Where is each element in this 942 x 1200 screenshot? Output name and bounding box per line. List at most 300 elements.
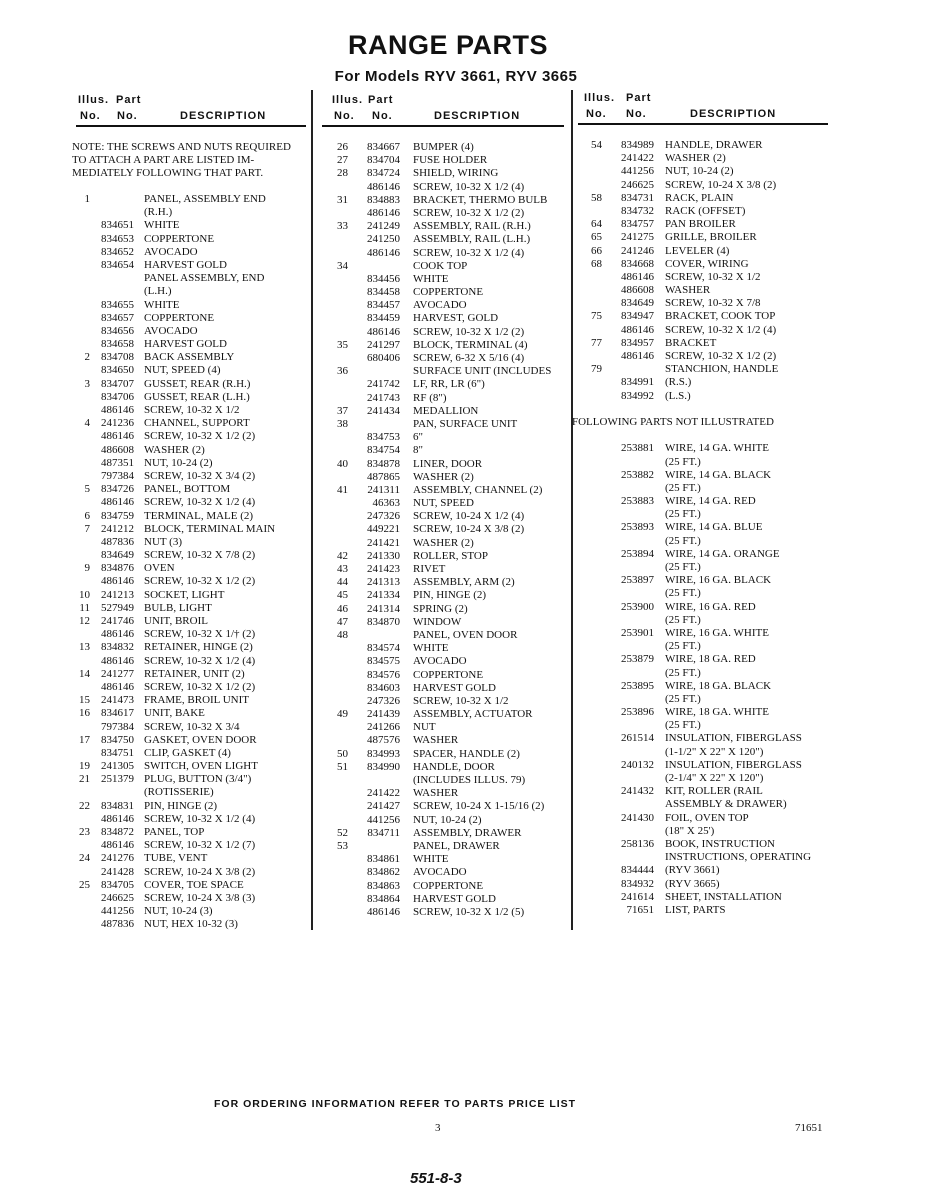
part-number: 834667	[367, 141, 400, 153]
part-description: CLIP, GASKET (4)	[144, 746, 231, 759]
illus-number: 21	[79, 773, 90, 786]
part-number: 486146	[101, 575, 134, 588]
part-description: (25 FT.)	[665, 534, 701, 547]
list-number: 71651	[795, 1122, 823, 1134]
part-number: 527949	[101, 601, 134, 614]
table-row	[578, 495, 780, 508]
illus-number: 33	[337, 220, 348, 233]
part-description: ASSEMBLY, ACTUATOR	[413, 708, 533, 721]
part-number: 241614	[621, 890, 654, 903]
header-part: Part	[626, 92, 652, 104]
part-number: 241746	[101, 615, 134, 627]
part-description: BRACKET, THERMO BULB	[413, 193, 548, 206]
part-description: WIRE, 18 GA. RED	[665, 653, 756, 666]
part-description: RACK, PLAIN	[665, 191, 734, 204]
table-row	[578, 310, 780, 323]
parts-column-1	[70, 92, 310, 931]
part-number: 834724	[367, 167, 400, 180]
illus-number: 68	[591, 257, 602, 270]
part-number: 834708	[101, 351, 134, 364]
part-description: SCREW, 10-32 X 1/2 (2)	[413, 206, 525, 219]
part-description: SCREW, 10-32 X 1/2 (5)	[413, 905, 525, 918]
part-number: 486146	[101, 628, 134, 641]
illus-number: 16	[79, 707, 90, 720]
part-description: WHITE	[413, 642, 449, 655]
part-description: COPPERTONE	[144, 311, 215, 324]
illus-number: 17	[79, 733, 90, 746]
part-description: AVOCADO	[413, 299, 467, 312]
table-row	[578, 258, 780, 271]
part-number: 834576	[367, 668, 400, 681]
part-number: 247326	[367, 694, 400, 707]
part-description: (25 FT.)	[665, 666, 701, 679]
part-description: BUMPER (4)	[413, 141, 474, 153]
part-description: WASHER (2)	[413, 470, 474, 483]
part-description: HANDLE, DOOR	[413, 760, 495, 773]
part-number: 834654	[101, 258, 134, 271]
part-description: PLUG, BUTTON (3/4")	[144, 773, 252, 786]
part-number: 253900	[621, 600, 654, 613]
part-description: OVEN	[144, 562, 175, 575]
header-rule	[322, 125, 564, 127]
part-number: 241297	[367, 338, 400, 351]
illus-number: 65	[591, 231, 602, 244]
illus-number: 5	[84, 483, 90, 496]
part-number: 797384	[101, 720, 134, 733]
illus-number: 54	[591, 139, 602, 151]
header-description: DESCRIPTION	[690, 108, 777, 120]
illus-number: 26	[337, 141, 348, 153]
illus-number: 22	[79, 799, 90, 812]
part-description: PANEL, OVEN DOOR	[413, 628, 518, 641]
illus-number: 25	[79, 878, 90, 891]
part-number: 834883	[367, 193, 400, 206]
part-number: 253879	[621, 653, 654, 666]
table-row	[578, 587, 780, 600]
part-description: TUBE, VENT	[144, 852, 208, 865]
part-description: ASSEMBLY, RAIL (R.H.)	[413, 220, 531, 233]
part-description: PIN, HINGE (2)	[413, 589, 487, 602]
part-number: 834458	[367, 286, 400, 299]
table-row	[578, 891, 780, 904]
part-description: PANEL, ASSEMBLY END	[144, 193, 266, 205]
part-description: (25 FT.)	[665, 481, 701, 494]
part-number: 834990	[367, 760, 400, 773]
parts-list	[572, 139, 812, 917]
part-description: 6"	[413, 431, 423, 444]
part-description: SCREW, 10-24 X 1-15/16 (2)	[413, 800, 545, 813]
part-description: ASSEMBLY, DRAWER	[413, 826, 522, 839]
part-description: SCREW, 10-32 X 1/2 (7)	[144, 839, 256, 852]
part-number: 241421	[367, 536, 400, 549]
illus-number: 10	[79, 588, 90, 601]
table-row	[578, 667, 780, 680]
part-description: (25 FT.)	[665, 561, 701, 573]
part-number: 486146	[367, 325, 400, 338]
table-row	[578, 271, 780, 284]
part-description: LINER, DOOR	[413, 457, 483, 470]
part-description: NUT, SPEED (4)	[144, 364, 221, 377]
header-illus: Illus.	[332, 94, 364, 106]
part-number: 441256	[621, 165, 654, 178]
part-number: 487865	[367, 470, 400, 483]
part-number: 834862	[367, 866, 400, 879]
part-number: 241330	[367, 549, 400, 562]
illus-number: 47	[337, 615, 348, 628]
part-number: 241430	[621, 811, 654, 824]
table-row	[578, 640, 780, 653]
illus-number: 45	[337, 589, 348, 602]
table-row	[578, 429, 780, 442]
part-description: LIST, PARTS	[665, 903, 726, 916]
part-description: SCREW, 10-32 X 3/4	[144, 720, 240, 733]
part-number: 486146	[101, 404, 134, 416]
part-number: 246625	[101, 891, 134, 904]
part-description: WIRE, 14 GA. ORANGE	[665, 547, 780, 560]
part-description: WASHER	[665, 284, 711, 297]
part-description: UNIT, BAKE	[144, 707, 205, 720]
part-number: 241334	[367, 589, 400, 602]
part-description: PAN BROILER	[665, 218, 736, 231]
part-number: 486146	[101, 654, 134, 667]
part-number: 486146	[367, 180, 400, 193]
part-description: FOIL, OVEN TOP	[665, 811, 749, 824]
table-row	[578, 390, 780, 403]
part-number: 834957	[621, 336, 654, 349]
table-row	[578, 838, 780, 851]
part-number: 834753	[367, 431, 400, 444]
part-number: 241743	[367, 391, 400, 404]
part-number: 241313	[367, 576, 400, 589]
part-number: 241422	[621, 152, 654, 165]
part-description: COPPERTONE	[413, 879, 484, 892]
part-description: SCREW, 10-32 X 1/2 (2)	[665, 350, 777, 362]
part-description: SCREW, 10-32 X 1/2 (2)	[144, 680, 256, 693]
part-description: CHANNEL, SUPPORT	[144, 417, 250, 430]
header-part: Part	[368, 94, 394, 106]
part-description: GRILLE, BROILER	[665, 231, 757, 244]
part-description: 8"	[413, 444, 423, 457]
illus-number: 34	[337, 259, 348, 272]
illus-number: 52	[337, 826, 348, 839]
part-number: 253883	[621, 495, 654, 508]
part-description: SCREW, 6-32 X 5/16 (4)	[413, 352, 525, 364]
part-description: SHIELD, WIRING	[413, 167, 499, 180]
part-number: 261514	[621, 732, 654, 745]
illus-number: 44	[337, 576, 348, 589]
part-description: PANEL, DRAWER	[413, 839, 500, 852]
illus-number: 24	[79, 852, 90, 865]
part-number: 246625	[621, 178, 654, 191]
parts-column-2	[318, 92, 568, 918]
illus-number: 36	[337, 365, 348, 378]
part-description: COPPERTONE	[144, 232, 215, 245]
part-description: SCREW, 10-32 X 1/† (2)	[144, 628, 256, 641]
part-description: NUT, HEX 10-32 (3)	[144, 918, 238, 931]
part-description: SHEET, INSTALLATION	[665, 890, 782, 903]
illus-number: 11	[79, 601, 90, 614]
part-number: 486146	[101, 430, 134, 443]
table-row	[578, 798, 787, 811]
part-description: SCREW, 10-32 X 1/2 (4)	[413, 180, 525, 193]
part-description: (RYV 3665)	[665, 877, 720, 890]
table-row	[578, 350, 780, 363]
illus-number: 43	[337, 563, 348, 575]
part-description: SCREW, 10-24 X 3/8 (2)	[665, 178, 777, 191]
part-description: BRACKET, COOK TOP	[665, 310, 776, 323]
part-description: COVER, WIRING	[665, 257, 749, 270]
part-number: 834457	[367, 299, 400, 312]
part-number: 241423	[367, 563, 400, 575]
part-number: 251379	[101, 773, 134, 786]
part-number: 834759	[101, 509, 134, 522]
part-description: SCREW, 10-32 X 1/2	[413, 694, 509, 707]
part-number: 486146	[367, 905, 400, 918]
table-row	[578, 482, 780, 495]
header-illus-no: No.	[586, 108, 607, 120]
part-number: 253893	[621, 521, 654, 534]
illus-number: 35	[337, 338, 348, 351]
table-row	[578, 442, 780, 455]
table-row	[578, 601, 780, 614]
illus-number: 15	[79, 694, 90, 707]
part-number: 241277	[101, 667, 134, 680]
illus-number: 6	[84, 509, 90, 522]
part-description: NUT (3)	[144, 535, 182, 548]
table-row	[578, 192, 780, 205]
header-rule	[578, 123, 828, 125]
part-number: 487351	[101, 456, 134, 469]
part-description: RETAINER, UNIT (2)	[144, 667, 245, 680]
part-description: PIN, HINGE (2)	[144, 799, 218, 812]
header-description: DESCRIPTION	[434, 110, 521, 122]
part-number: 241473	[101, 694, 134, 707]
part-description: COOK TOP	[413, 259, 468, 272]
part-description: (L.S.)	[665, 389, 691, 402]
part-number: 253881	[621, 442, 654, 455]
part-description: WHITE	[144, 219, 180, 232]
table-row	[578, 785, 780, 798]
part-number: 241422	[367, 787, 400, 800]
part-description: INSULATION, FIBERGLASS	[665, 732, 802, 745]
part-description: ASSEMBLY, CHANNEL (2)	[413, 483, 543, 496]
part-description: HANDLE, DRAWER	[665, 139, 763, 151]
header-part-no: No.	[117, 110, 138, 122]
part-description: SCREW, 10-32 X 1/2 (2)	[144, 575, 256, 588]
part-description: (1-1/2" X 22" X 120")	[665, 745, 764, 758]
illus-number: 79	[591, 363, 602, 376]
part-description: WHITE	[413, 853, 449, 866]
part-description: WINDOW	[413, 615, 462, 628]
part-number: 241427	[367, 800, 400, 813]
part-number: 834711	[367, 826, 400, 839]
part-description: GUSSET, REAR (R.H.)	[144, 377, 251, 390]
part-number: 834751	[101, 746, 134, 759]
illus-number: 31	[337, 193, 348, 206]
note-line: NOTE: THE SCREWS AND NUTS REQUIRED	[72, 141, 291, 153]
table-row	[578, 152, 780, 165]
part-description: SCREW, 10-32 X 7/8 (2)	[144, 549, 256, 562]
part-number: 834832	[101, 641, 134, 654]
part-description: AVOCADO	[413, 866, 467, 879]
part-number: 486146	[101, 812, 134, 825]
part-number: 486146	[367, 246, 400, 259]
table-row	[578, 758, 802, 772]
part-description: HARVEST GOLD	[144, 258, 227, 271]
part-description: SURFACE UNIT (INCLUDES	[413, 365, 552, 378]
illus-number: 4	[84, 417, 90, 430]
part-number: 449221	[367, 523, 400, 536]
column-divider	[311, 90, 313, 930]
note-line: MEDIATELY FOLLOWING THAT PART.	[72, 167, 264, 180]
table-row	[578, 376, 780, 389]
part-number: 834932	[621, 877, 654, 890]
part-description: PANEL, BOTTOM	[144, 483, 231, 496]
column-header	[70, 92, 310, 128]
page-subtitle: For Models RYV 3661, RYV 3665	[334, 68, 578, 85]
part-description: RETAINER, HINGE (2)	[144, 641, 253, 654]
part-description: WHITE	[413, 272, 449, 285]
illus-number: 13	[79, 641, 90, 654]
table-row	[578, 521, 780, 534]
part-description: RF (8")	[413, 391, 447, 404]
table-row	[578, 403, 780, 416]
illus-number: 23	[79, 826, 90, 838]
illus-number: 64	[591, 218, 602, 231]
part-number: 46363	[372, 497, 400, 510]
part-number: 834658	[101, 338, 134, 351]
part-number: 241428	[101, 865, 134, 878]
part-number: 834731	[621, 191, 654, 204]
illus-number: 37	[337, 404, 348, 417]
part-description: (R.S.)	[665, 376, 692, 389]
part-number: 834704	[367, 154, 400, 167]
part-number: 834574	[367, 642, 400, 655]
part-number: 834878	[367, 457, 400, 470]
part-description: NUT, 10-24 (2)	[665, 165, 734, 178]
part-description: (RYV 3661)	[665, 864, 720, 877]
table-row	[578, 231, 780, 244]
part-description: (25 FT.)	[665, 692, 701, 705]
part-number: 241439	[367, 708, 400, 721]
table-row	[578, 627, 780, 640]
part-description: (25 FT.)	[665, 508, 701, 521]
illus-number: 28	[337, 167, 348, 180]
illus-number: 49	[337, 708, 348, 721]
part-description: LEVELER (4)	[665, 244, 730, 257]
part-number: 834947	[621, 310, 654, 323]
header-illus-no: No.	[334, 110, 355, 122]
part-number: 486146	[621, 350, 654, 362]
part-description: SCREW, 10-24 X 3/8 (3)	[144, 891, 256, 904]
part-description: WIRE, 14 GA. RED	[665, 495, 756, 508]
part-number: 834726	[101, 483, 134, 496]
illus-number: 48	[337, 628, 348, 641]
part-number: 247326	[367, 510, 400, 523]
part-number: 486146	[101, 680, 134, 693]
illus-number: 14	[79, 667, 90, 680]
part-description: PANEL, TOP	[144, 826, 205, 838]
part-description: WIRE, 18 GA. WHITE	[665, 706, 769, 719]
part-description: WHITE	[144, 298, 180, 311]
part-number: 834991	[621, 376, 654, 389]
part-number: 834864	[367, 892, 400, 905]
part-number: 834652	[101, 245, 134, 258]
part-description: LF, RR, LR (6")	[413, 378, 485, 391]
part-number: 487576	[367, 734, 400, 747]
part-description: SCREW, 10-32 X 3/4 (2)	[144, 469, 256, 482]
table-row	[578, 772, 780, 785]
part-number: 486146	[367, 206, 400, 219]
part-description: WIRE, 18 GA. BLACK	[665, 679, 772, 692]
illus-number: 42	[337, 549, 348, 562]
handwritten-note: 551-8-3	[410, 1170, 462, 1187]
ordering-footer: FOR ORDERING INFORMATION REFER TO PARTS PRICE LIST	[214, 1098, 577, 1110]
part-number: 834459	[367, 312, 400, 325]
part-number: 253896	[621, 706, 654, 719]
header-illus: Illus.	[78, 94, 110, 106]
part-description: ROLLER, STOP	[413, 549, 488, 562]
part-description: NUT, 10-24 (2)	[144, 456, 213, 469]
part-description: INSULATION, FIBERGLASS	[665, 758, 802, 771]
illus-number: 38	[337, 417, 348, 430]
illus-number: 58	[591, 191, 602, 204]
part-number: 834456	[367, 272, 400, 285]
part-description: WASHER	[413, 787, 459, 800]
table-row	[578, 205, 780, 218]
table-row	[578, 218, 780, 231]
part-description: ASSEMBLY, RAIL (L.H.)	[413, 233, 531, 246]
illus-number: 19	[79, 760, 90, 773]
part-number: 834655	[101, 298, 134, 311]
illus-number: 9	[84, 562, 90, 575]
part-number: 241432	[621, 785, 654, 798]
part-description: SCREW, 10-32 X 1/2 (4)	[665, 323, 777, 336]
table-row	[578, 363, 780, 376]
part-number: 834653	[101, 232, 134, 245]
page-title: RANGE PARTS	[347, 30, 548, 60]
table-row	[578, 456, 780, 469]
part-description: (R.H.)	[144, 206, 173, 219]
header-part-no: No.	[626, 108, 647, 120]
part-description: SPACER, HANDLE (2)	[413, 747, 520, 760]
table-row	[578, 574, 780, 587]
part-description: INSTRUCTIONS, OPERATING	[665, 851, 812, 864]
part-number: 680406	[367, 352, 400, 364]
illus-number: 2	[84, 351, 90, 364]
part-number: 834757	[621, 218, 654, 231]
part-number: 253901	[621, 626, 654, 639]
part-description: WASHER (2)	[144, 443, 205, 456]
part-description: RIVET	[413, 563, 446, 575]
table-row	[578, 139, 780, 152]
part-description: COVER, TOE SPACE	[144, 878, 244, 891]
part-description: (ROTISSERIE)	[144, 786, 214, 799]
part-description: SWITCH, OVEN LIGHT	[144, 760, 258, 773]
part-number: 253897	[621, 574, 654, 587]
part-description: SCREW, 10-24 X 1/2 (4)	[413, 510, 525, 523]
header-part-no: No.	[372, 110, 393, 122]
part-number: 241212	[101, 522, 134, 535]
part-description: PAN, SURFACE UNIT	[413, 417, 518, 430]
part-number: 834750	[101, 733, 134, 746]
part-number: 241742	[367, 378, 400, 391]
illus-number: 41	[337, 483, 348, 496]
illus-number: 50	[337, 747, 348, 760]
table-row	[578, 719, 780, 732]
part-description: (2-1/4" X 22" X 120")	[665, 772, 764, 784]
part-number: 834707	[101, 377, 134, 390]
